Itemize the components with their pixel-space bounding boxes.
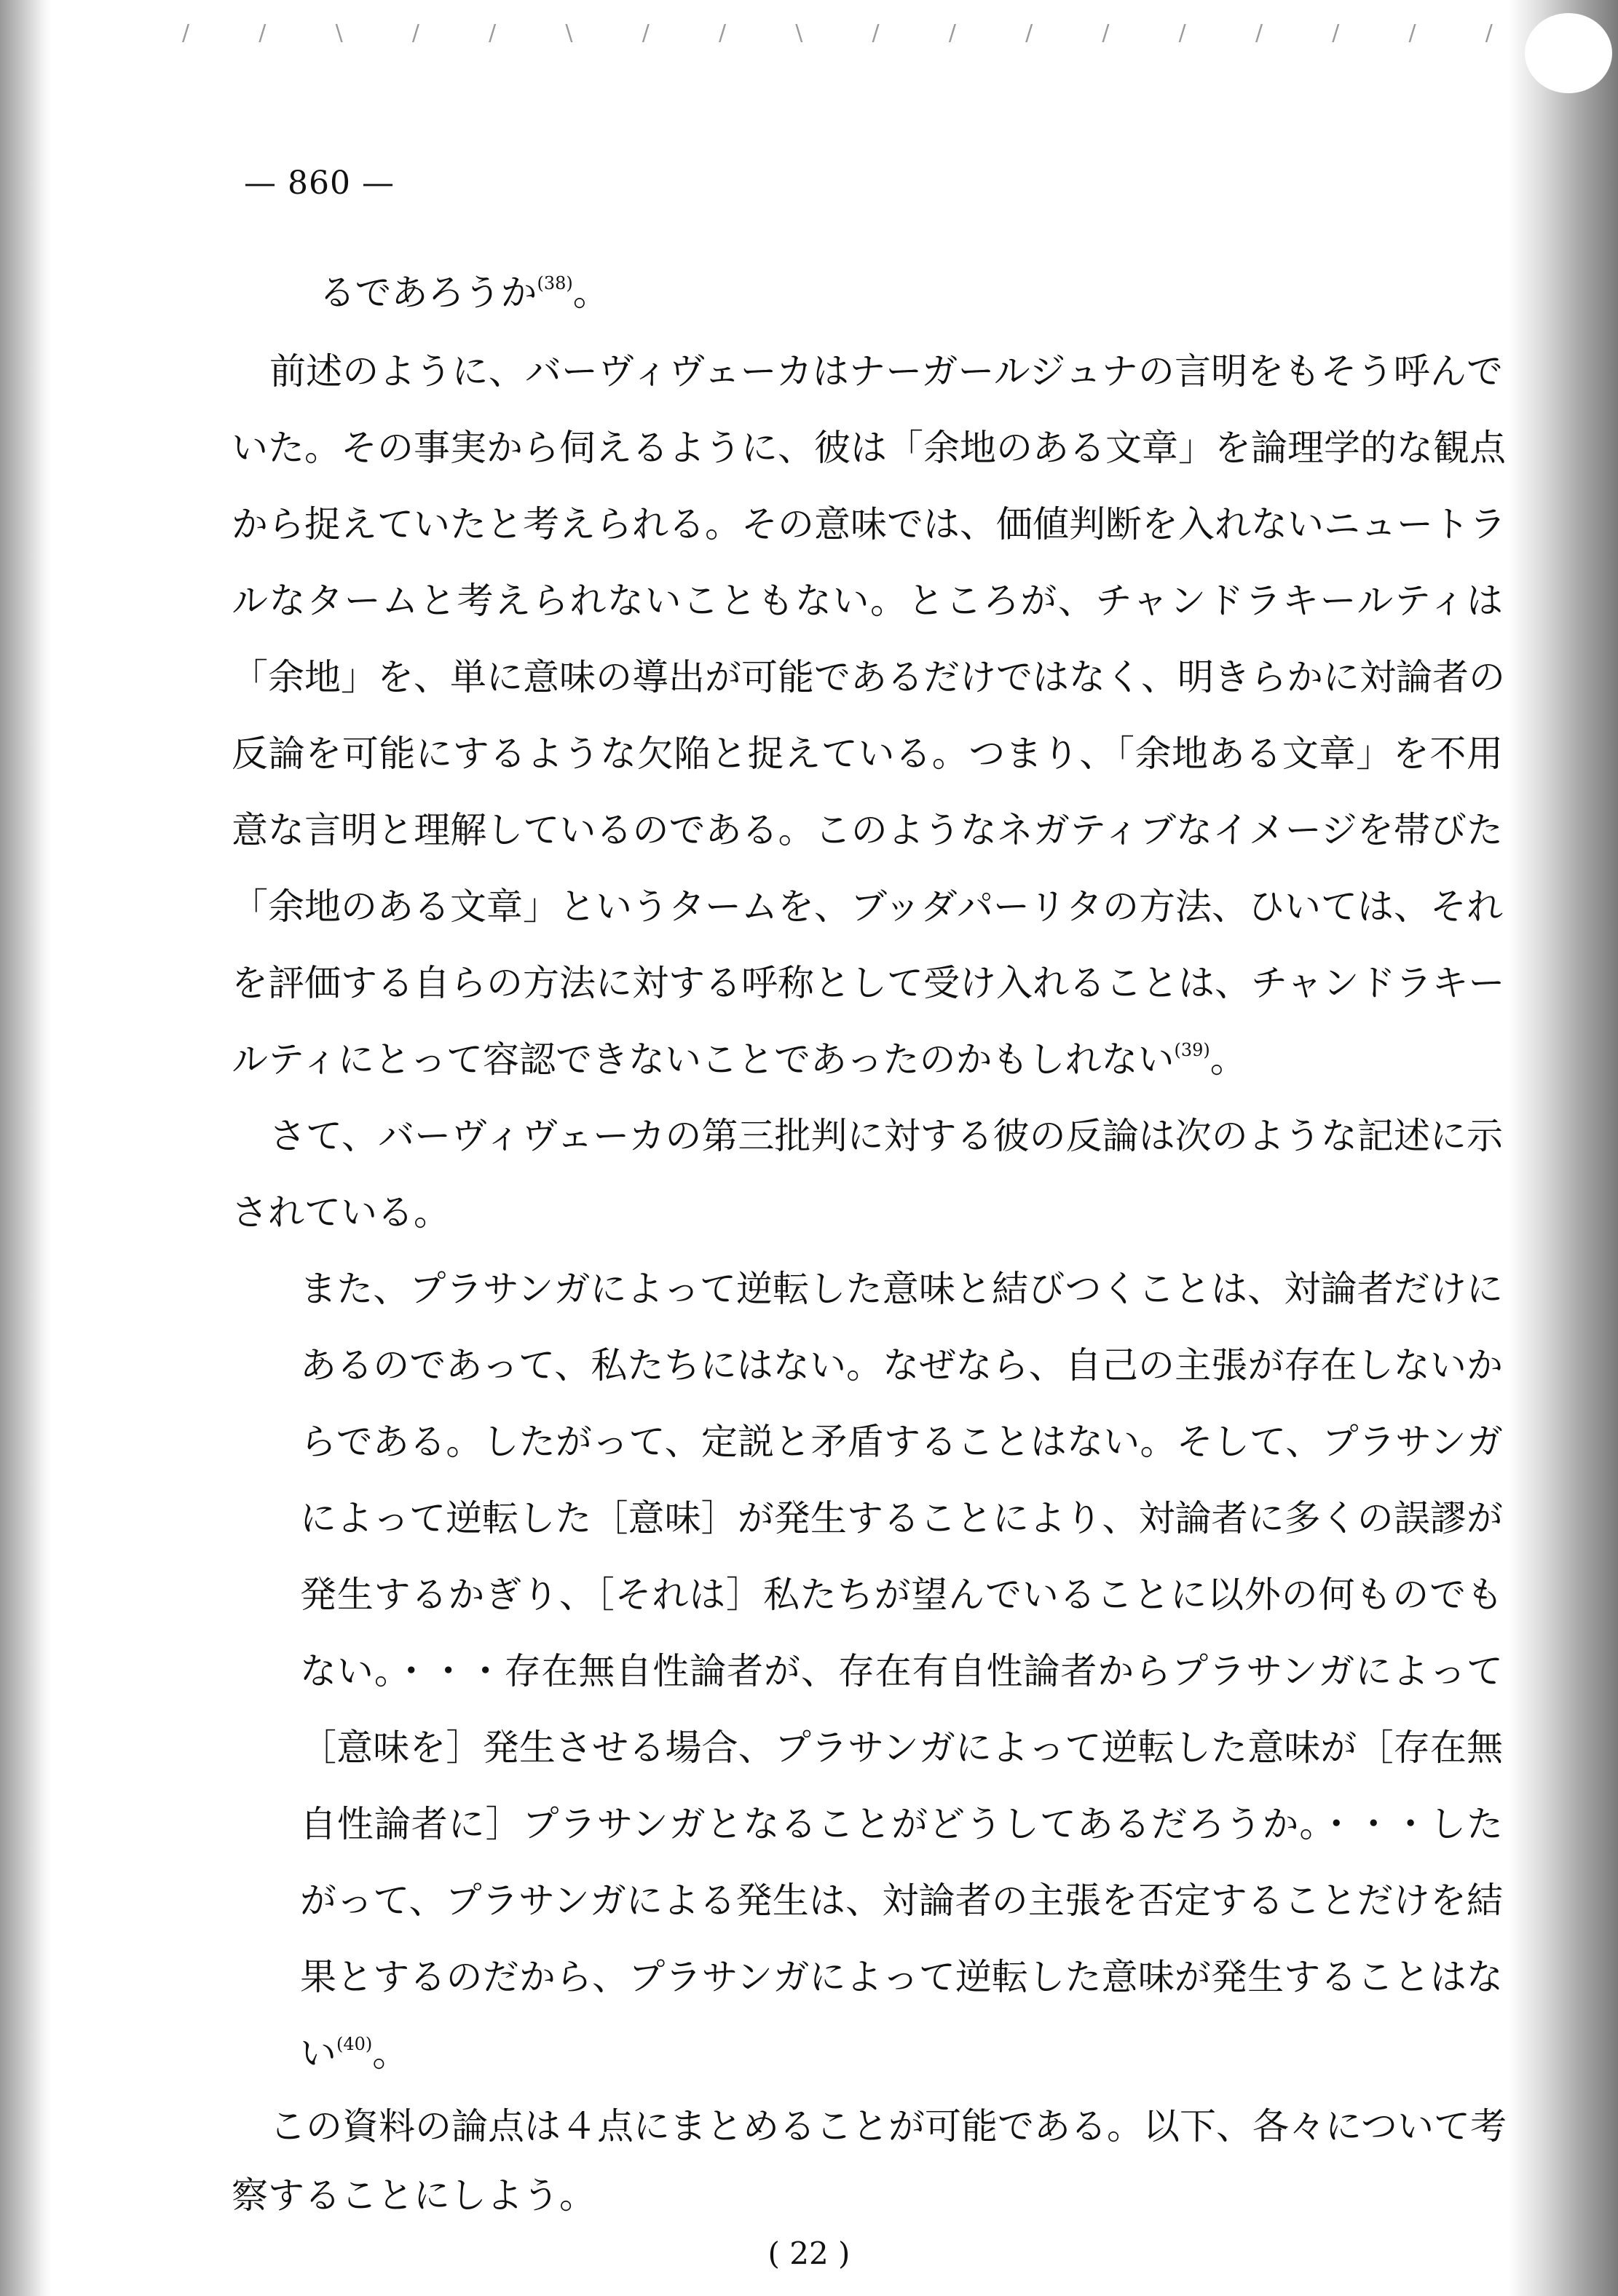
paragraph-last-line: 察することにしよう。	[232, 2174, 596, 2217]
quote-line: 発生するかぎり、［それは］私たちが望んでいることに以外の何ものでも	[300, 1574, 1503, 1616]
quote-line: によって逆転した［意味］が発生することにより、対論者に多くの誤謬が	[300, 1497, 1503, 1539]
paragraph-line: ルなタームと考えられないこともない。ところが、チャンドラキールティは	[232, 580, 1503, 622]
paragraph-line: 反論を可能にするような欠陥と捉えている。つまり、「余地ある文章」を不用	[232, 733, 1503, 775]
quote-line: 自性論者に］プラサンガとなることがどうしてあるだろうか。・・・した	[300, 1803, 1503, 1845]
paragraph-line: この資料の論点は４点にまとめることが可能である。以下、各々について考	[269, 2105, 1507, 2147]
paragraph-last-line	[232, 1038, 1503, 1081]
punch-hole	[1525, 13, 1612, 93]
line-text: ルティにとって容認できないことであったのかもしれない	[232, 1038, 1175, 1081]
quote-line: ない。・・・存在無自性論者が、存在有自性論者からプラサンガによって	[300, 1650, 1503, 1692]
scan-shadow-left	[0, 0, 51, 2296]
paragraph-line: さて、バーヴィヴェーカの第三批判に対する彼の反論は次のような記述に示	[269, 1115, 1503, 1157]
paragraph-line: を評価する自らの方法に対する呼称として受け入れることは、チャンドラキー	[232, 962, 1505, 1004]
footnote-ref: (40)	[336, 2034, 373, 2054]
continuation-line	[319, 272, 1503, 314]
quote-last-line	[300, 2032, 1503, 2075]
page-number-header: — 860 —	[244, 165, 395, 202]
scan-shadow-right	[1509, 0, 1618, 2296]
quote-line: また、プラサンガによって逆転した意味と結びつくことは、対論者だけに	[300, 1268, 1503, 1310]
quote-line: がって、プラサンガによる発生は、対論者の主張を否定することだけを結	[300, 1879, 1503, 1922]
footnote-ref: (39)	[1174, 1040, 1210, 1060]
quote-line: ［意味を］発生させる場合、プラサンガによって逆転した意味が［存在無	[300, 1727, 1503, 1769]
paragraph-line: 「余地」を、単に意味の導出が可能であるだけではなく、明きらかに対論者の	[232, 656, 1505, 698]
footnote-ref: (38)	[537, 273, 573, 293]
line-text: 。	[1209, 1038, 1247, 1081]
line-text: るであろうか	[319, 272, 537, 314]
quote-line: らである。したがって、定説と矛盾することはない。そして、プラサンガ	[300, 1421, 1503, 1463]
quote-line: 果とするのだから、プラサンガによって逆転した意味が発生することはな	[300, 1956, 1503, 1998]
page-number-footer: ( 22 )	[767, 2236, 851, 2271]
line-text: 。	[372, 2032, 409, 2075]
line-text: 。	[572, 272, 609, 314]
paragraph-line: 意な言明と理解しているのである。このようなネガティブなイメージを帯びた	[232, 809, 1503, 851]
quote-line: あるのであって、私たちにはない。なぜなら、自己の主張が存在しないか	[300, 1344, 1503, 1386]
paragraph-line: から捉えていたと考えられる。その意味では、価値判断を入れないニュートラ	[232, 503, 1506, 545]
paragraph-last-line: されている。	[232, 1191, 450, 1234]
paragraph-line: いた。その事実から伺えるように、彼は「余地のある文章」を論理学的な観点	[232, 427, 1506, 469]
paragraph-line: 前述のように、バーヴィヴェーカはナーガールジュナの言明をもそう呼んで	[269, 350, 1503, 392]
line-text: い	[300, 2032, 336, 2075]
scan-artifact-marks: / / \ / / \ / / \ / / / / / / / / /	[182, 20, 1493, 46]
paragraph-line: 「余地のある文章」というタームを、ブッダパーリタの方法、ひいては、それ	[232, 885, 1503, 928]
